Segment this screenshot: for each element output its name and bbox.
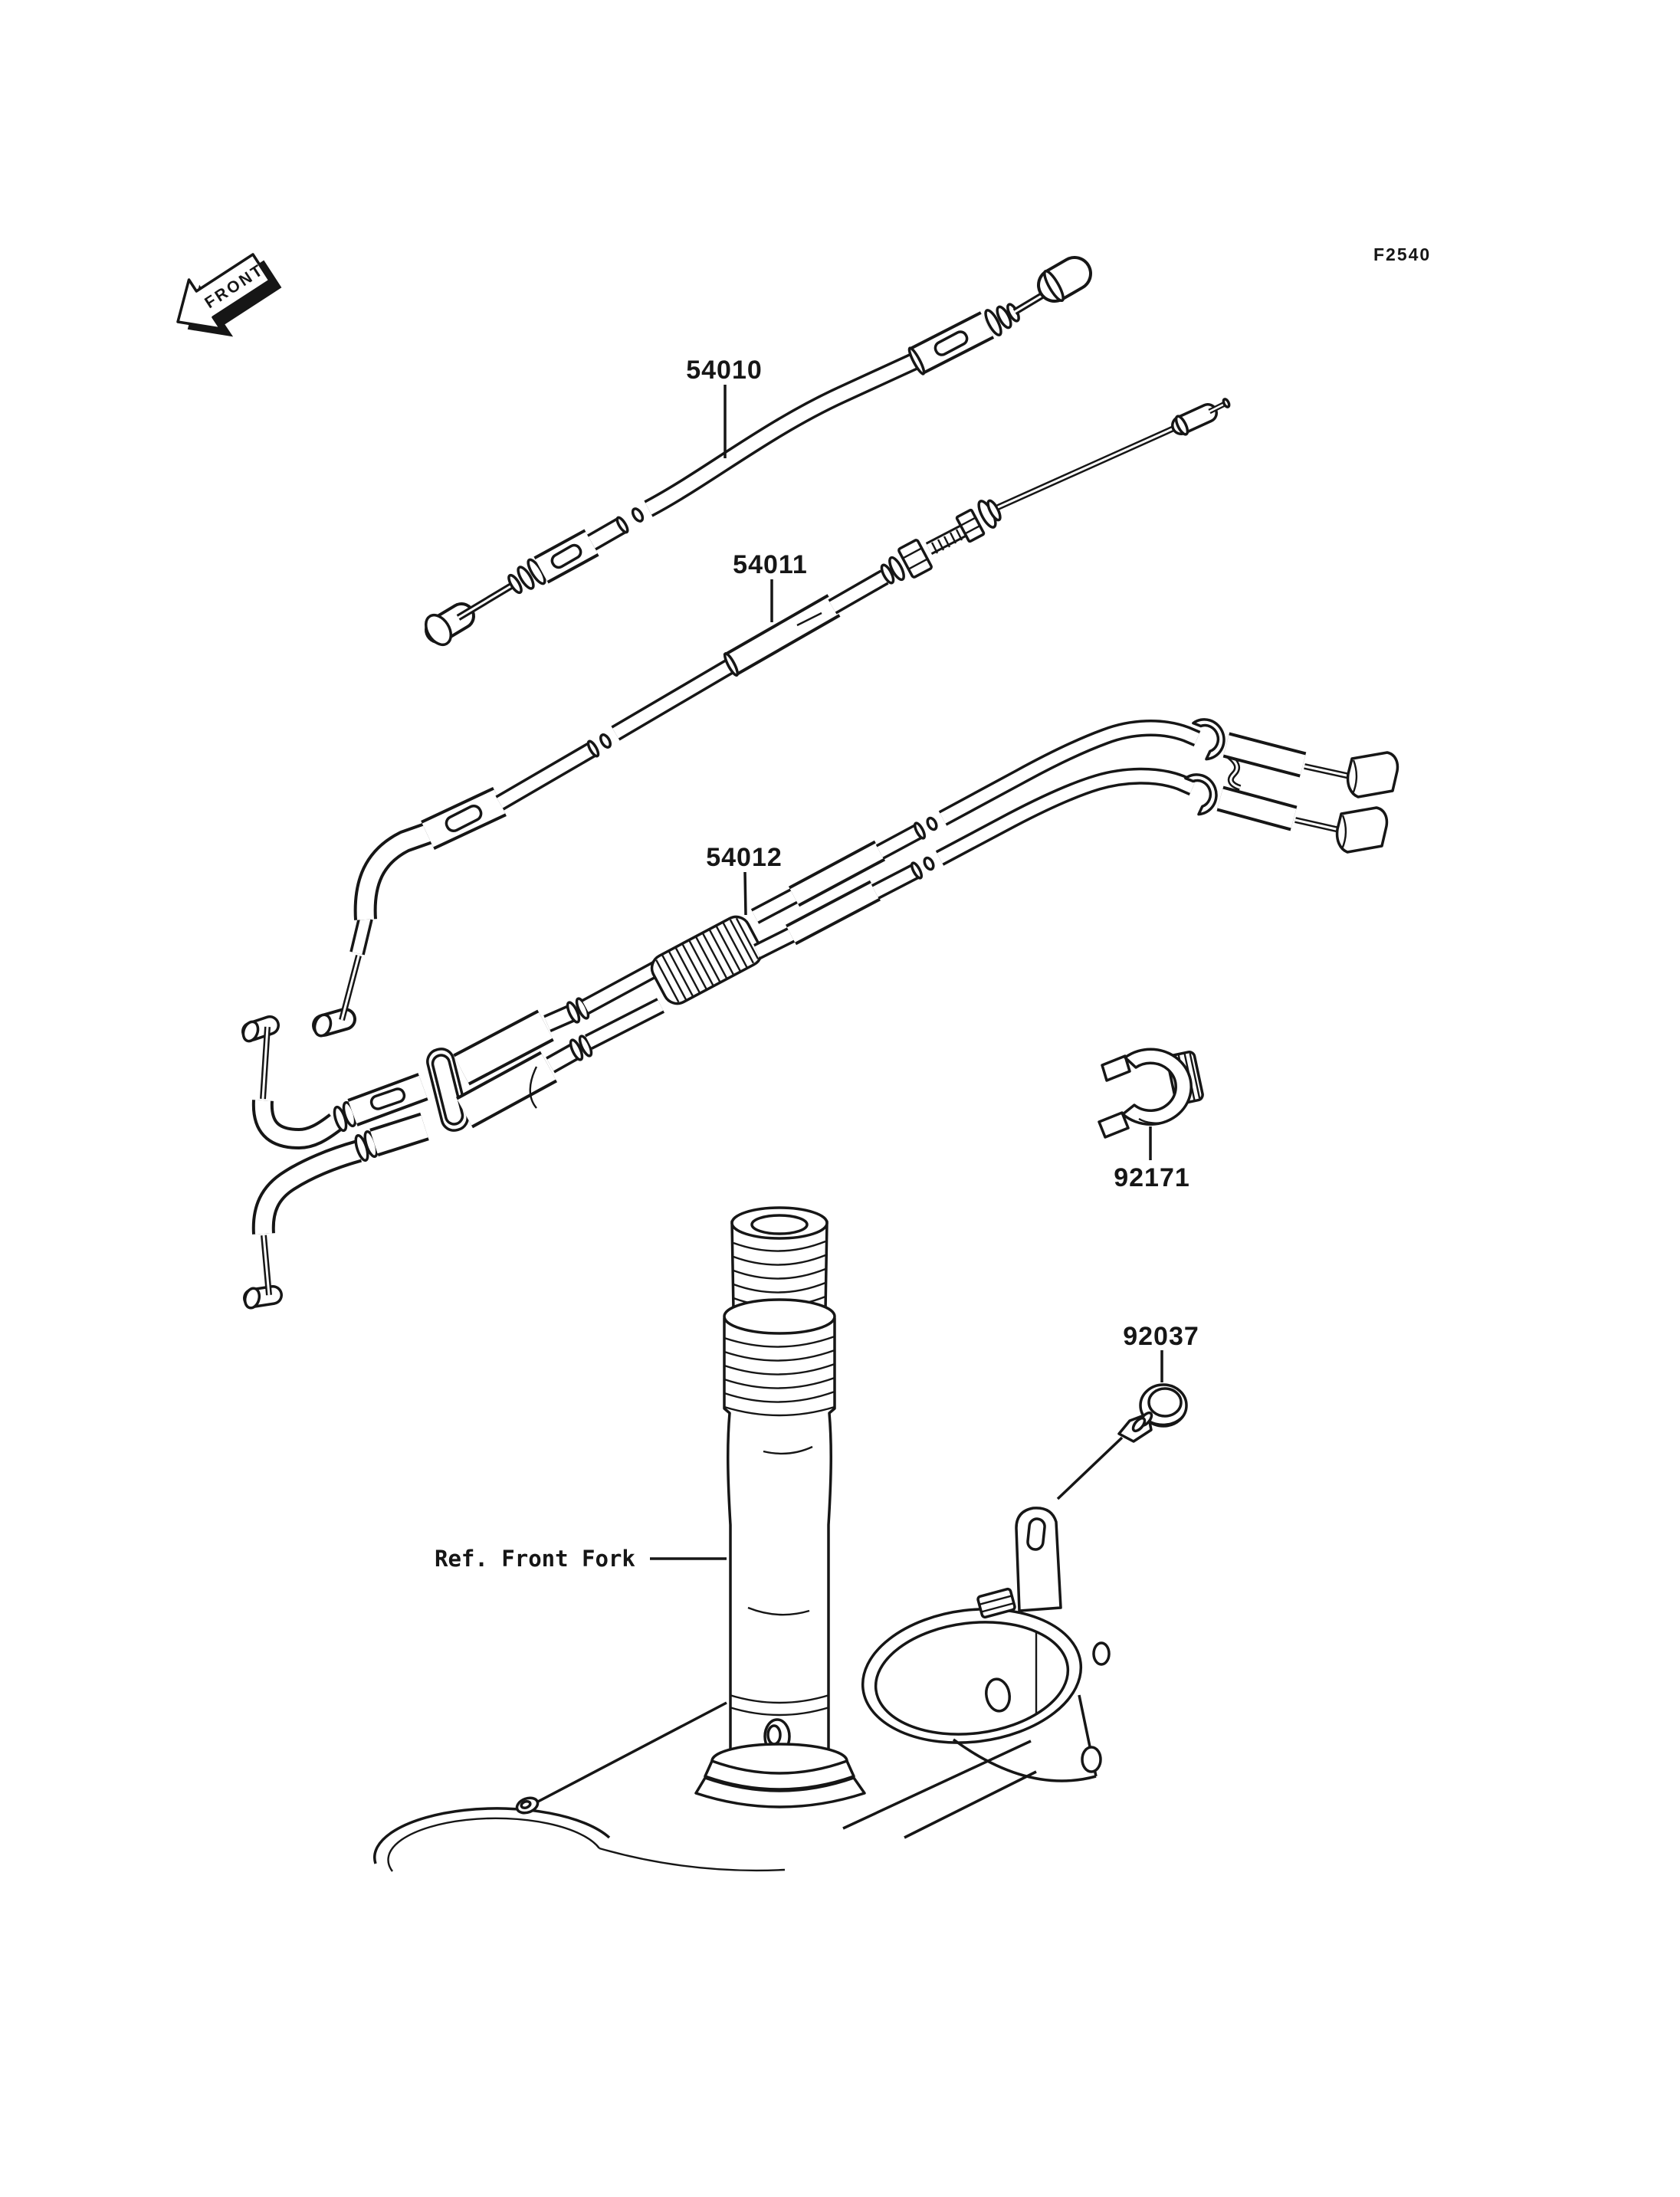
steering-bearing-stack xyxy=(696,1744,865,1807)
leader-54012 xyxy=(745,872,746,915)
part-label-92037: 92037 xyxy=(1123,1322,1199,1351)
part-label-54011: 54011 xyxy=(733,550,808,579)
ref-front-fork-label: Ref. Front Fork xyxy=(435,1546,635,1572)
part-label-92171: 92171 xyxy=(1114,1163,1190,1192)
front-arrow-label: FRONT xyxy=(202,261,267,313)
part-label-54012: 54012 xyxy=(706,843,783,872)
figure-code: F2540 xyxy=(1373,244,1432,264)
part-label-54010: 54010 xyxy=(686,356,763,385)
